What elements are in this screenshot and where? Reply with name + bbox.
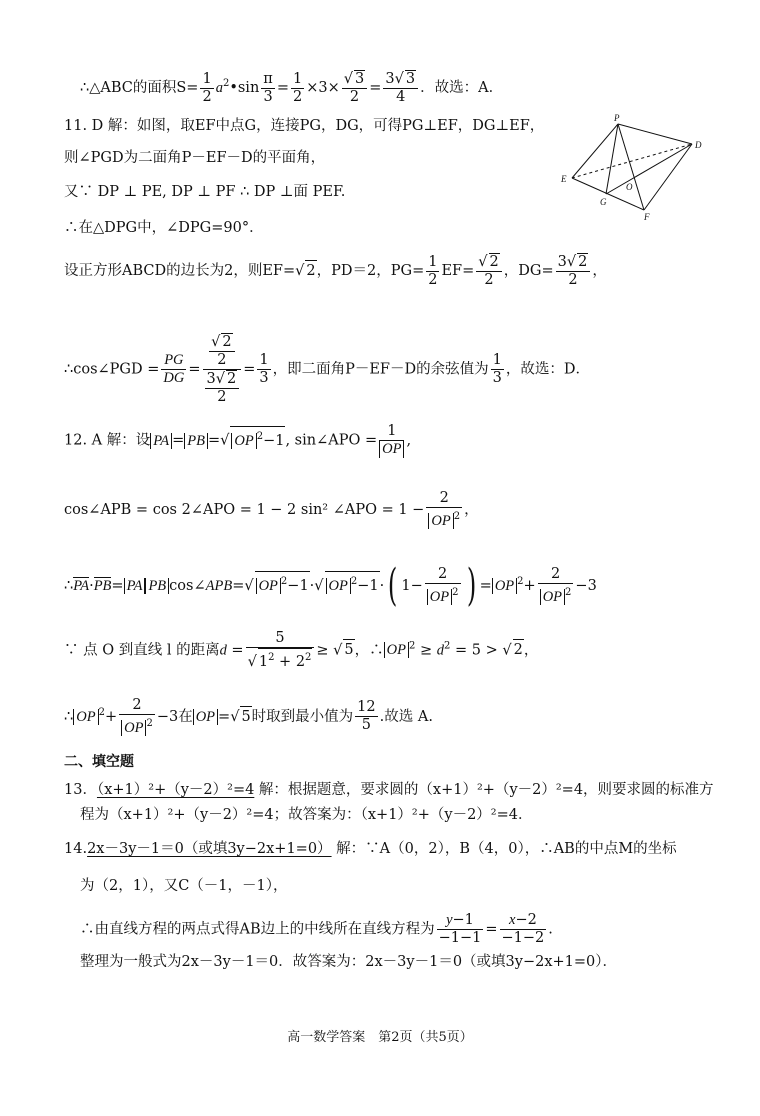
line-q11-triangle: ∴在△DPG中，∠DPG=90°．	[64, 220, 264, 236]
line-q13: 13．（x+1）²+（y－2）²=4 解：根据题意，要求圆的（x+1）²+（y－2）²=4，则要求圆的标准方	[64, 782, 714, 798]
edge-pe	[572, 124, 618, 178]
edge-fd	[644, 144, 692, 210]
line-q14: 14.2x－3y－1＝0（或填3y−2x+1=0） 解：∵A（0，2），B（4，0），∴AB的中点M的坐标	[64, 841, 677, 857]
line-q12-intro: 12. A 解：设 PA = PB =√ OP $^2$−1, sin∠APO = $\frac{1}{OP}$ ,	[64, 423, 412, 457]
edge-ed-dashed	[572, 144, 692, 178]
label-g: G	[600, 197, 607, 207]
edge-pf	[618, 124, 644, 210]
line-q13-cont: 程为（x+1）²+（y－2）²=4；故答案为：（x+1）²+（y－2）²=4．	[80, 807, 533, 823]
label-f: F	[644, 212, 650, 222]
pyramid-figure	[560, 112, 710, 222]
edge-gd	[606, 144, 692, 194]
line-q12-distance: ∵ 点 O 到直线 l 的距离d = $\frac{5}{√ 1^2 + 2^2}$ ≥ √ 5，∴ OP $^2 \ge d^2 = 5$ > √ 2，	[64, 630, 539, 670]
line-q14-twopoint: ∴由直线方程的两点式得AB边上的中线所在直线方程为 $\frac{y-1}{-1-1}$ = $\frac{x-2}{-1-2}$ .	[80, 912, 553, 946]
line-q12-dot-product: ∴PA·PB= PA PB cos∠APB=√ OP $^2$−1·√ OP $^2$−1·( 1− $\frac{2}{OP ^2}$ ) = OP $^2$+ $\frac{2}{OP ^2}$ −3	[64, 560, 597, 611]
line-q11-lengths: 设正方形ABCD的边长为2，则EF=√ 2，PD＝2，PG= $\frac{1}{2}$ EF= $\frac{√ 2}{2}$ ，DG= $\frac{3√ 2}{2}$ ，	[64, 253, 607, 288]
label-e: E	[561, 174, 567, 184]
line-q11-perp: 又∵ DP ⊥ PE, DP ⊥ PF ∴ DP ⊥面 PEF.	[64, 184, 346, 200]
line-q11-angle: 则∠PGD为二面角P－EF－D的平面角，	[64, 150, 326, 166]
label-o: O	[626, 182, 633, 192]
label-d: D	[695, 140, 702, 150]
label-p: P	[614, 113, 620, 123]
line-q12-cos-apb: cos∠APB = cos 2∠APO = 1 − 2 sin² ∠APO = 1 − $\frac{2}{OP ^2}$ ，	[64, 490, 479, 529]
line-q12-minimum: ∴ OP $^2$+ $\frac{2}{OP ^2}$ −3在 OP =√ 5时取到最小值为 $\frac{12}{5}$ .故选 A.	[64, 697, 433, 736]
line-q11-intro: 11. D 解：如图，取EF中点G，连接PG，DG，可得PG⊥EF，DG⊥EF，	[64, 118, 545, 134]
line-q11-cosine: ∴cos∠PGD = $\frac{PG}{DG}$ = $\frac{\frac{√ 2}{2}}{\frac{3√ 2}{2}}$ = $\frac{1}{3}$ ，即二面角P－EF－D的余弦值为 $\frac{1}{3}$ ，故选：D．	[64, 334, 590, 405]
page-footer: 高一数学答案 第2页（共5页）	[287, 1030, 473, 1045]
line-q14-general: 整理为一般式为2x－3y－1＝0．故答案为：2x－3y－1＝0（或填3y−2x+1=0）．	[80, 954, 618, 970]
edge-pd	[618, 124, 692, 144]
section-heading: 二、填空题	[64, 754, 134, 770]
edge-pg	[606, 124, 618, 194]
line-q14-midpoint: 为（2，1），又C（－1，－1），	[80, 878, 288, 894]
line-area-formula: ∴△ABC的面积S= $\frac{1}{2}$ $a^2•\sin$ $\frac{\pi}{3}$ = $\frac{1}{2}$ ×3× $\frac{√ 3}{2}$ = $\frac{3√ 3}{4}$ ．故选：A．	[80, 70, 504, 105]
